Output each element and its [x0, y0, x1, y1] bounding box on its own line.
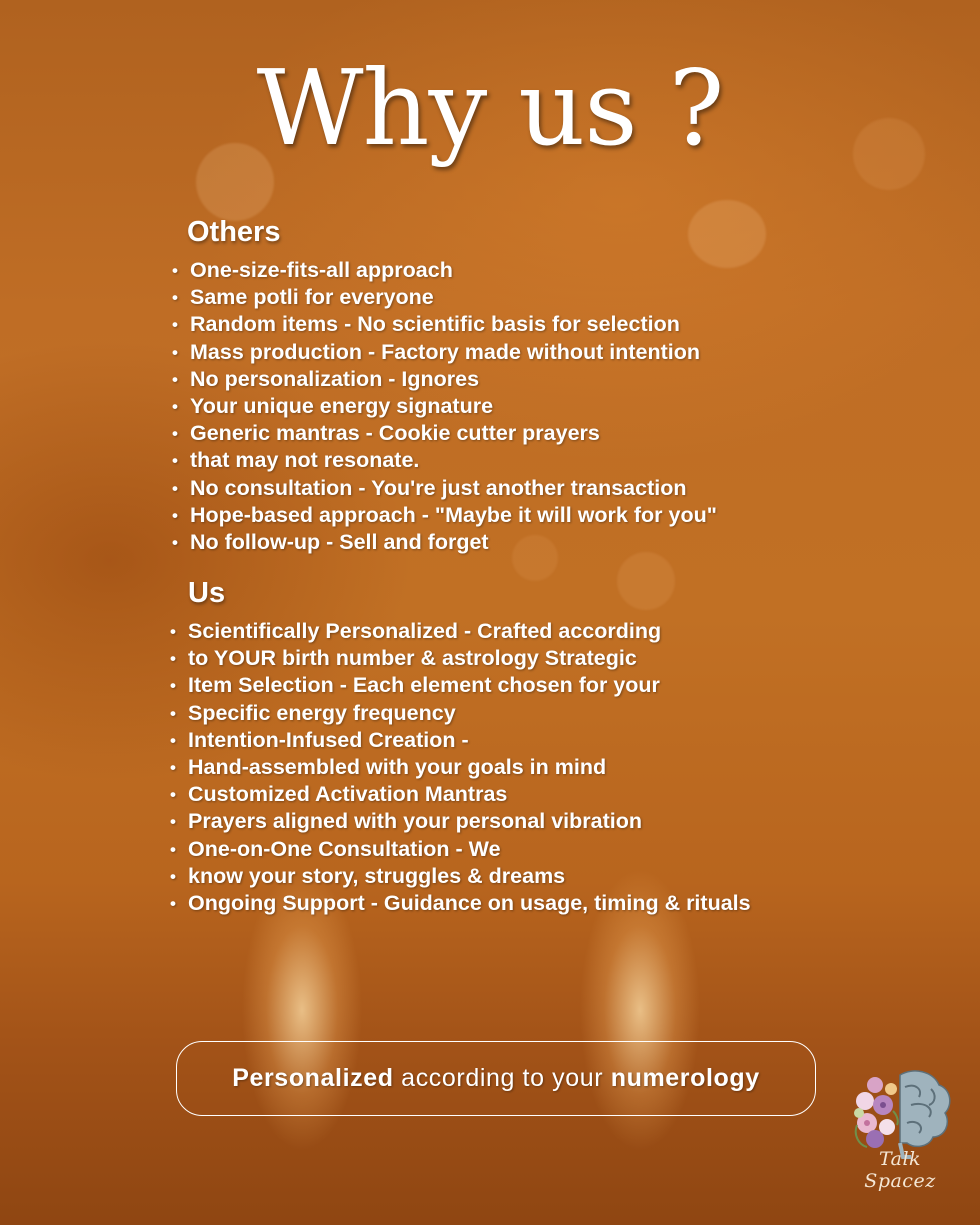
bullet-icon: •: [170, 676, 176, 696]
list-item: • Hope-based approach - "Maybe it will work for you": [172, 502, 717, 529]
bullet-icon: •: [170, 730, 176, 750]
list-item: • to YOUR birth number & astrology Strategic: [170, 645, 751, 672]
tagline-emphasis: Personalized: [232, 1064, 394, 1092]
bullet-icon: •: [170, 622, 176, 641]
list-item: • No personalization - Ignores: [172, 366, 717, 393]
list-item: • Specific energy frequency: [170, 700, 751, 727]
list-item: • Customized Activation Mantras: [170, 781, 751, 808]
us-heading: Us: [188, 577, 226, 609]
bullet-icon: •: [172, 315, 178, 335]
others-heading: Others: [187, 216, 281, 248]
bullet-icon: •: [172, 288, 178, 308]
bullet-icon: •: [172, 397, 178, 417]
bullet-icon: •: [172, 424, 178, 444]
list-item: • One-size-fits-all approach: [172, 257, 717, 284]
bullet-icon: •: [170, 785, 176, 805]
bullet-icon: •: [170, 866, 176, 886]
bullet-icon: •: [172, 369, 178, 389]
list-item: • One-on-One Consultation - We: [170, 836, 751, 863]
brand-name: Talk Spacez: [864, 1148, 936, 1192]
tagline-emphasis: numerology: [610, 1064, 760, 1092]
others-list: [172, 257, 717, 556]
list-item: • Your unique energy signature: [172, 393, 717, 420]
list-item: • No consultation - You're just another transaction: [172, 475, 717, 502]
bullet-icon: •: [172, 533, 178, 553]
list-item: • Intention-Infused Creation -: [170, 727, 751, 754]
list-item: • Generic mantras - Cookie cutter prayers: [172, 420, 717, 447]
list-item: • know your story, struggles & dreams: [170, 863, 751, 890]
bullet-icon: •: [172, 261, 178, 280]
us-list: [170, 618, 751, 917]
bullet-icon: •: [170, 839, 176, 859]
bokeh-light: [617, 552, 675, 610]
bullet-icon: •: [172, 478, 178, 498]
bullet-icon: •: [172, 505, 178, 525]
list-item: • Scientifically Personalized - Crafted according: [170, 618, 751, 645]
list-item: • No follow-up - Sell and forget: [172, 529, 717, 556]
list-item: • that may not resonate.: [172, 447, 717, 474]
tagline-text: according to your: [393, 1064, 611, 1092]
bullet-icon: •: [170, 812, 176, 832]
bullet-icon: •: [170, 649, 176, 669]
bullet-icon: •: [170, 758, 176, 778]
list-item: • Ongoing Support - Guidance on usage, timing & rituals: [170, 890, 751, 917]
bullet-icon: •: [172, 342, 178, 362]
list-item: • Prayers aligned with your personal vibration: [170, 808, 751, 835]
list-item: • Hand-assembled with your goals in mind: [170, 754, 751, 781]
list-item: • Mass production - Factory made without intention: [172, 339, 717, 366]
tagline-banner: [176, 1041, 816, 1116]
page-title: Why us ?: [256, 47, 724, 169]
bullet-icon: •: [170, 894, 176, 914]
list-item: • Same potli for everyone: [172, 284, 717, 311]
bullet-icon: •: [172, 451, 178, 471]
bullet-icon: •: [170, 703, 176, 723]
list-item: • Item Selection - Each element chosen for your: [170, 672, 751, 699]
list-item: • Random items - No scientific basis for selection: [172, 311, 717, 338]
